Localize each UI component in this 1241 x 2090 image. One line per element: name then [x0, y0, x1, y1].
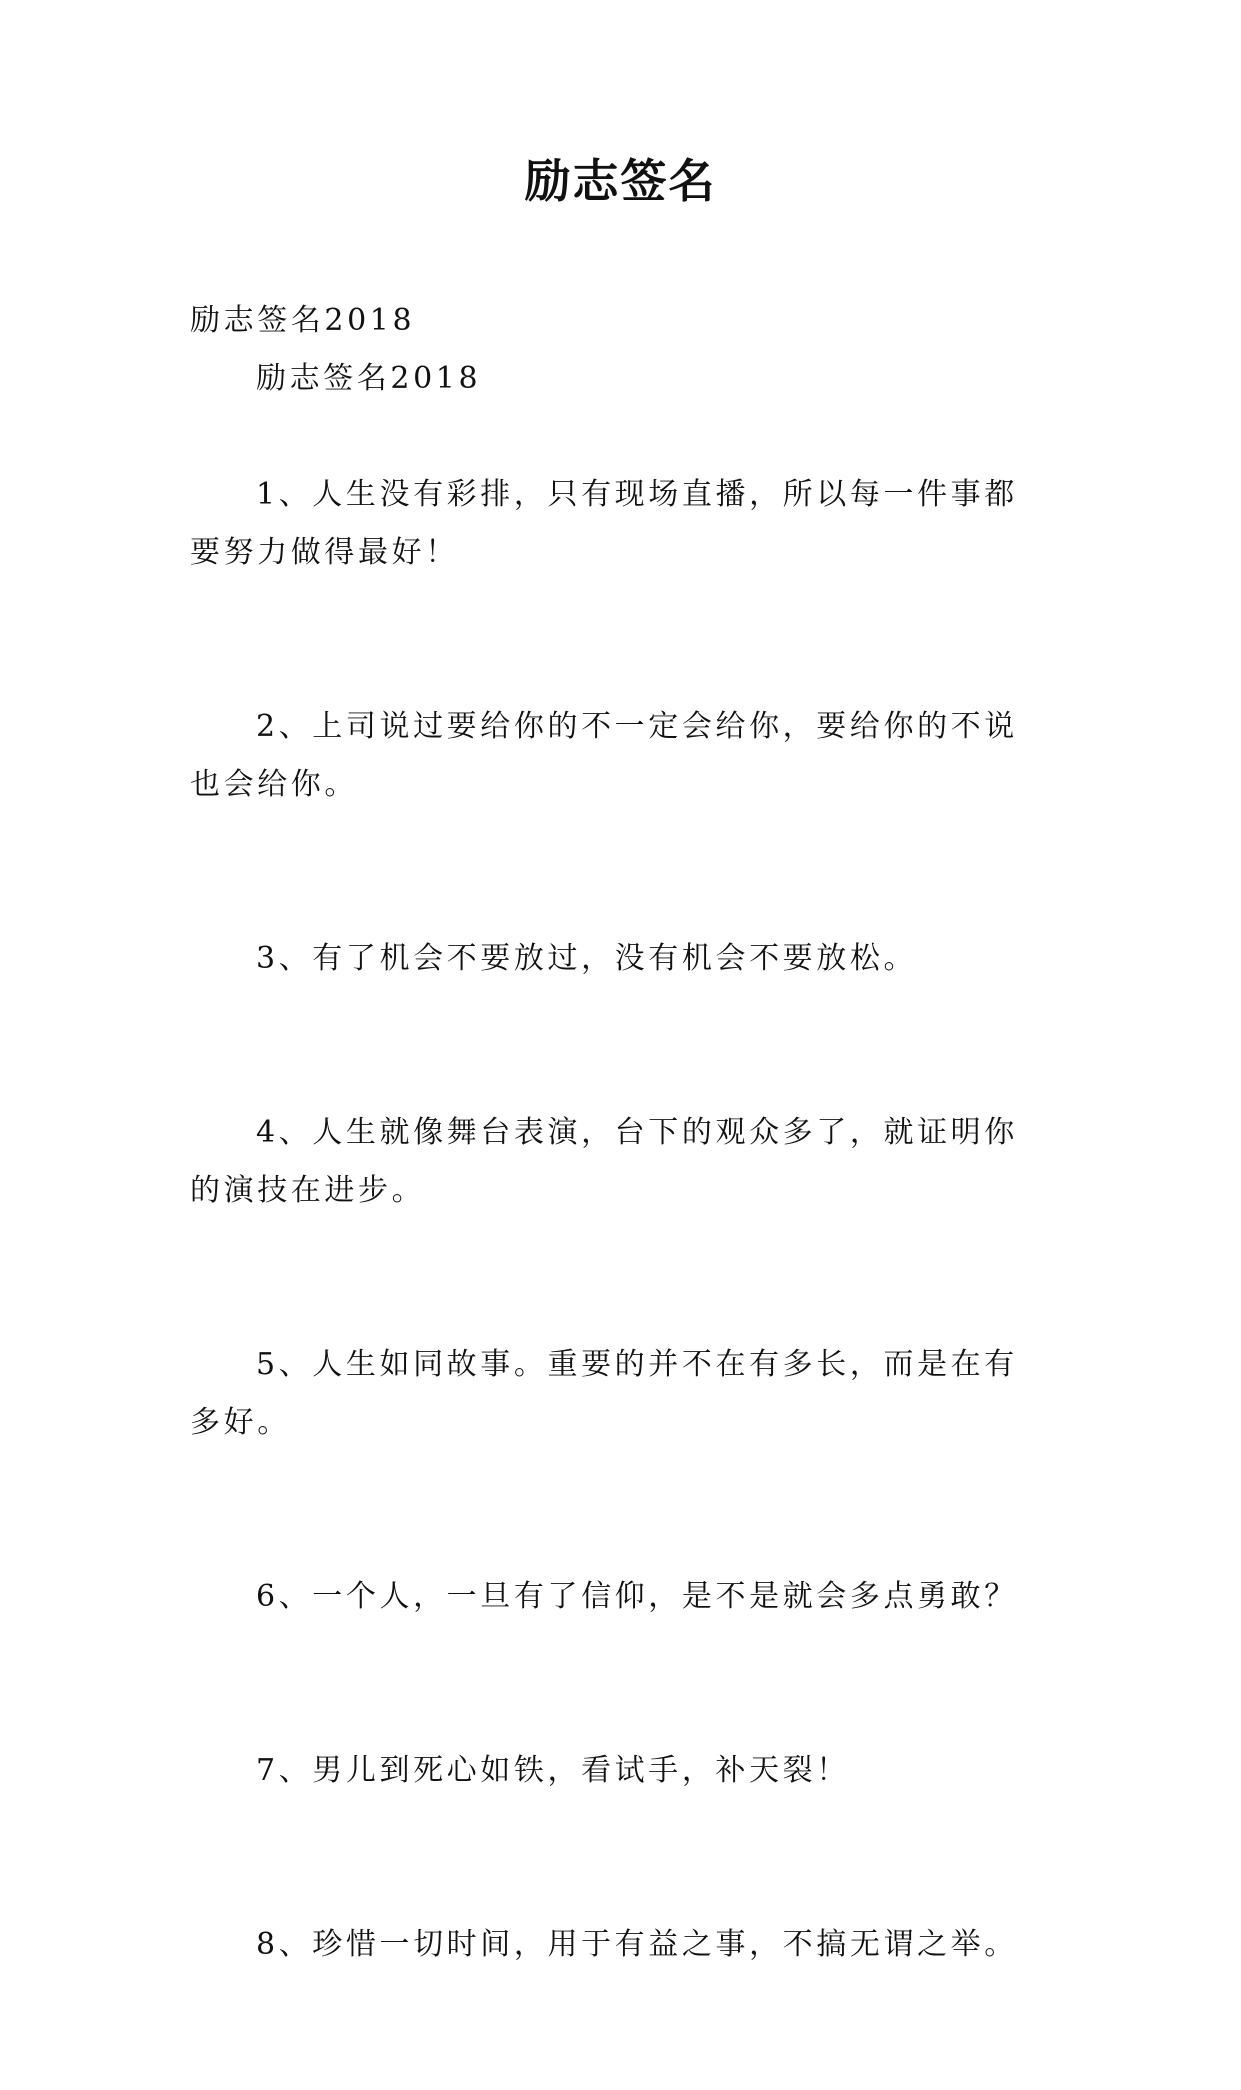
quote-paragraph-8: 8、珍惜一切时间，用于有益之事，不搞无谓之举。 [256, 1927, 1018, 1962]
quote-paragraph-1: 1、人生没有彩排，只有现场直播，所以每一件事都要努力做得最好！ [190, 477, 1018, 570]
quote-paragraph-4: 4、人生就像舞台表演，台下的观众多了，就证明你的演技在进步。 [190, 1115, 1018, 1208]
quote-paragraph-7: 7、男儿到死心如铁，看试手，补天裂！ [256, 1753, 850, 1788]
document-subtitle-repeat: 励志签名2018 [256, 361, 482, 396]
page-title: 励志签名 [524, 154, 717, 208]
document-subtitle: 励志签名2018 [190, 303, 416, 338]
quote-paragraph-6: 6、一个人，一旦有了信仰，是不是就会多点勇敢？ [256, 1579, 1018, 1614]
quote-paragraph-2: 2、上司说过要给你的不一定会给你，要给你的不说也会给你。 [190, 709, 1018, 802]
quote-paragraph-5: 5、人生如同故事。重要的并不在有多长，而是在有多好。 [190, 1347, 1018, 1440]
blank-line [190, 408, 1050, 466]
document-body [190, 292, 1050, 2090]
quote-paragraph-3: 3、有了机会不要放过，没有机会不要放松。 [256, 941, 918, 976]
